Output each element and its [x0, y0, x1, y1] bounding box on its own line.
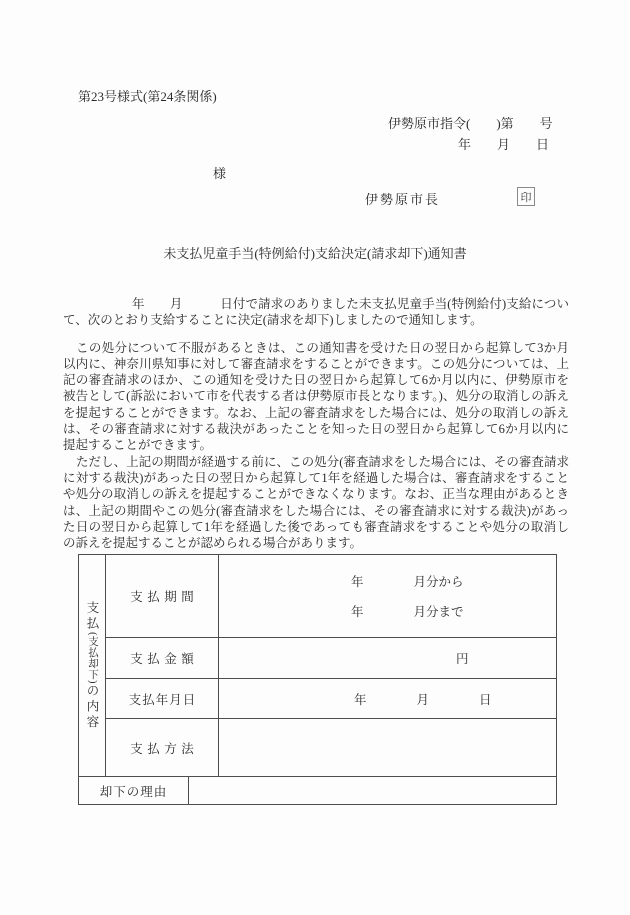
payment-details-table-main — [79, 555, 556, 776]
payment-period-from: 年 月分から — [351, 575, 464, 589]
addressee-honorific: 様 — [213, 166, 227, 181]
issuer-title: 伊勢原市長 — [365, 192, 441, 207]
payment-date-blanks: 年 月 日 — [354, 692, 492, 707]
official-seal-placeholder — [517, 187, 535, 206]
intro-paragraph: 年 月 日付で請求のありました未支払児童手当(特例給付)支給について、次のとおり支給することに決定(請求を却下)しましたので通知します。 — [63, 297, 569, 328]
form-number: 第23号様式(第24条関係) — [78, 89, 217, 104]
payment-method-label: 支払方法 — [106, 719, 219, 776]
payment-date-label: 支払年月日 — [106, 679, 219, 719]
proviso-paragraph: ただし、上記の期間が経過する前に、この処分(審査請求をした場合には、その審査請求に対する裁決)があった日の翌日から起算して1年を経過した場合は、審査請求をすることや処分の取消しの訴えを提起することができなくなります。なお、正当な理由があるときは、上記の期間やこの処分(審査請求をした場合には、その審査請求に対する裁決)があった日の翌日から起算して1年を経過した後であっても審査請求をすることや処分の取消しの訴えを提起することが認められる場合があります。 — [63, 454, 569, 551]
group-label-paren: (支払却下) — [87, 631, 98, 684]
directive-number-line: 伊勢原市指令( )第 号 — [388, 116, 553, 131]
payment-method-value — [219, 719, 556, 776]
payment-period-value — [219, 555, 556, 638]
rejection-reason-label: 却下の理由 — [79, 777, 189, 804]
group-label-bottom: の内容 — [85, 683, 99, 731]
payment-period-label: 支払期間 — [106, 555, 219, 638]
appeal-rights-paragraph: この処分について不服があるときは、この通知書を受けた日の翌日から起算して3か月以内に、神奈川県知事に対して審査請求をすることができます。この処分については、上記の審査請求のほか、この通知を受けた日の翌日から起算して6か月以内に、伊勢原市を被告として(訴訟において市を代表する者は伊勢原市長となります。)、処分の取消しの訴えを提起することができます。なお、上記の審査請求をした場合には、処分の取消しの訴えは、その審査請求に対する裁決があったことを知った日の翌日から起算して6か月以内に提起することができます。 — [63, 340, 569, 453]
payment-content-group-cell — [79, 555, 106, 776]
document-title: 未支払児童手当(特例給付)支給決定(請求却下)通知書 — [163, 246, 467, 261]
body-text — [63, 296, 569, 551]
group-label-top: 支払 — [85, 600, 99, 632]
payment-details-table — [78, 554, 557, 805]
issue-date-line: 年 月 日 — [458, 137, 550, 152]
payment-amount-label: 支払金額 — [106, 638, 219, 679]
payment-amount-unit: 円 — [456, 652, 469, 666]
payment-date-value — [219, 679, 556, 719]
payment-period-to: 年 月分まで — [351, 605, 464, 619]
payment-content-group-label — [79, 601, 105, 731]
payment-amount-value — [219, 638, 556, 679]
rejection-reason-value — [189, 777, 556, 804]
rejection-reason-row — [79, 776, 556, 804]
seal-icon: 印 — [520, 191, 532, 204]
